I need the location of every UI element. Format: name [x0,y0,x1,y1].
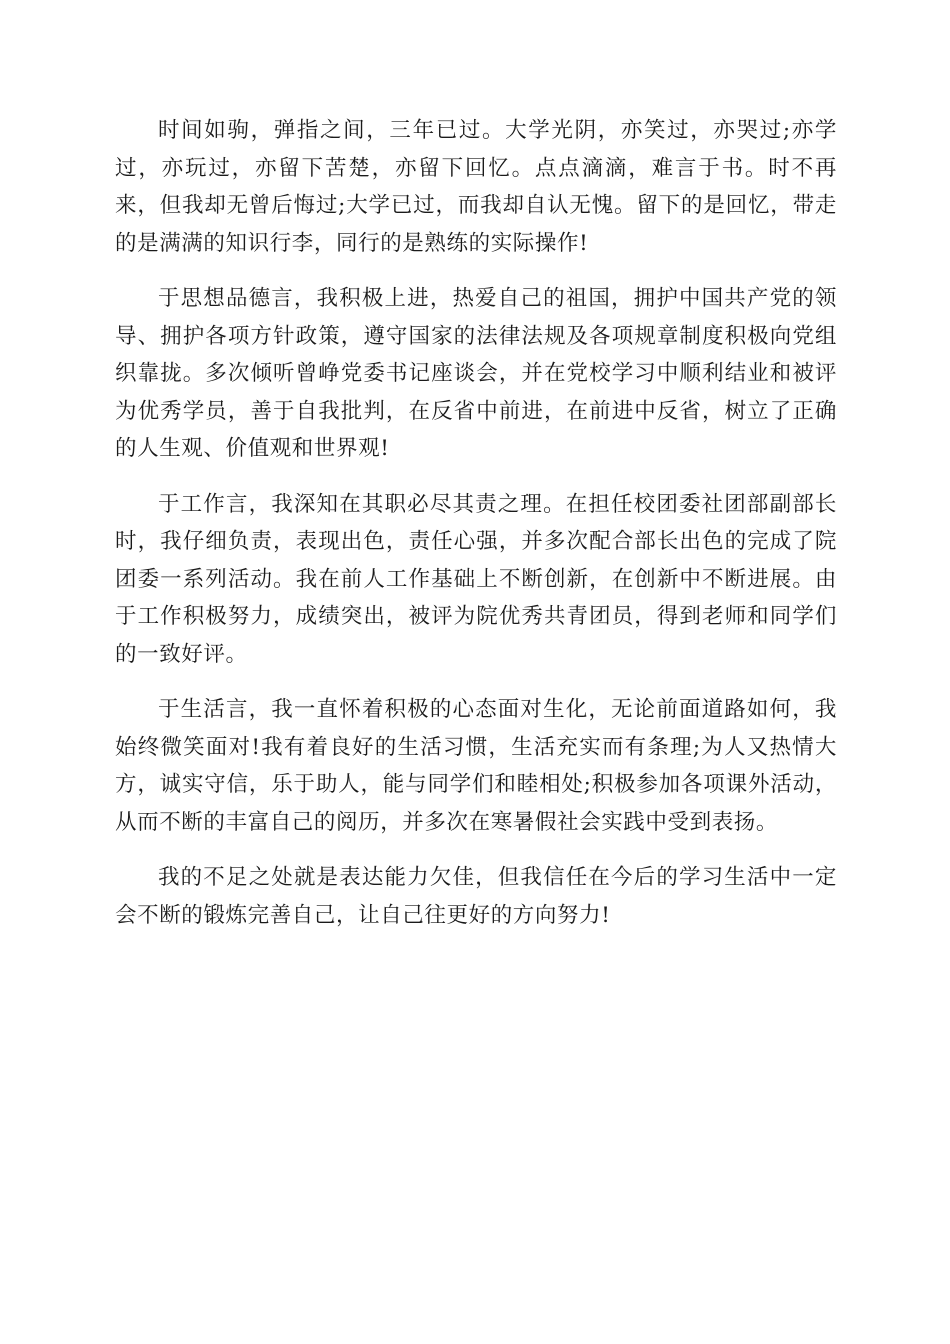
paragraph-intro: 时间如驹，弹指之间，三年已过。大学光阴，亦笑过，亦哭过;亦学过，亦玩过，亦留下苦楚，亦留下回忆。点点滴滴，难言于书。时不再来，但我却无曾后悔过;大学已过，而我却自认无愧。留下的是回忆，带走的是满满的知识行李，同行的是熟练的实际操作! [115,118,837,256]
document-body [115,112,837,952]
paragraph-life: 于生活言，我一直怀着积极的心态面对生化，无论前面道路如何，我始终微笑面对!我有着良好的生活习惯，生活充实而有条理;为人又热情大方，诚实守信，乐于助人，能与同学们和睦相处;积极参加各项课外活动，从而不断的丰富自己的阅历，并多次在寒暑假社会实践中受到表扬。 [115,697,837,835]
paragraph-work: 于工作言，我深知在其职必尽其责之理。在担任校团委社团部副部长时，我仔细负责，表现出色，责任心强，并多次配合部长出色的完成了院团委一系列活动。我在前人工作基础上不断创新，在创新中不断进展。由于工作积极努力，成绩突出，被评为院优秀共青团员，得到老师和同学们的一致好评。 [115,491,837,667]
paragraph-ideology: 于思想品德言，我积极上进，热爱自己的祖国，拥护中国共产党的领导、拥护各项方针政策，遵守国家的法律法规及各项规章制度积极向党组织靠拢。多次倾听曾峥党委书记座谈会，并在党校学习中顺利结业和被评为优秀学员，善于自我批判，在反省中前进，在前进中反省，树立了正确的人生观、价值观和世界观! [115,286,837,461]
paragraph-shortcomings: 我的不足之处就是表达能力欠佳，但我信任在今后的学习生活中一定会不断的锻炼完善自己，让自己往更好的方向努力! [115,865,837,928]
